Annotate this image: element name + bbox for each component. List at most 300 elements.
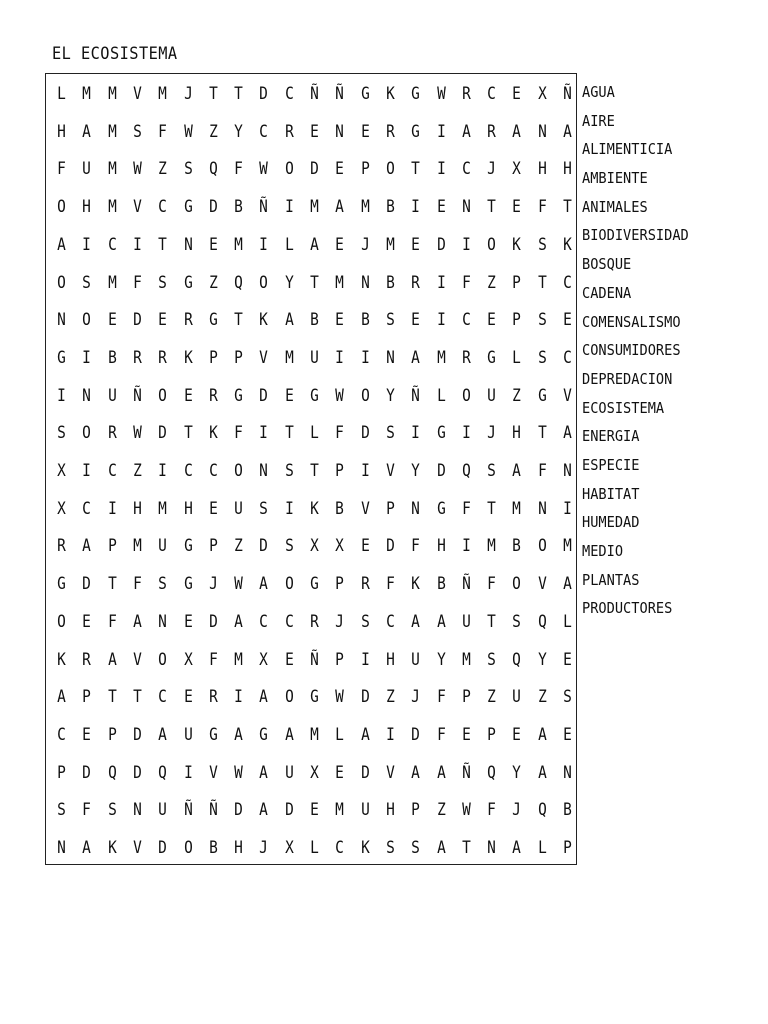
- grid-letter[interactable]: F: [411, 536, 421, 557]
- grid-letter[interactable]: K: [57, 649, 66, 670]
- grid-letter[interactable]: W: [133, 159, 142, 180]
- grid-letter[interactable]: Y: [411, 461, 421, 481]
- grid-letter[interactable]: J: [512, 800, 522, 821]
- grid-letter[interactable]: S: [487, 461, 496, 481]
- grid-letter[interactable]: P: [234, 347, 243, 368]
- grid-letter[interactable]: Ñ: [310, 649, 319, 670]
- grid-letter[interactable]: S: [537, 347, 547, 368]
- grid-letter[interactable]: E: [284, 385, 294, 406]
- grid-letter[interactable]: Z: [208, 272, 218, 293]
- grid-letter[interactable]: Ñ: [133, 385, 142, 406]
- grid-letter[interactable]: R: [310, 611, 319, 632]
- grid-letter[interactable]: Y: [234, 121, 243, 142]
- grid-letter[interactable]: S: [183, 159, 193, 180]
- grid-letter[interactable]: Q: [487, 762, 496, 783]
- grid-letter[interactable]: A: [436, 611, 446, 632]
- grid-letter[interactable]: I: [183, 762, 193, 783]
- grid-letter[interactable]: E: [512, 84, 522, 104]
- grid-letter[interactable]: A: [234, 611, 243, 632]
- grid-letter[interactable]: U: [107, 385, 117, 406]
- grid-letter[interactable]: O: [461, 385, 471, 406]
- grid-letter[interactable]: M: [107, 197, 117, 218]
- grid-letter[interactable]: R: [487, 121, 496, 142]
- grid-letter[interactable]: V: [133, 838, 142, 858]
- grid-letter[interactable]: U: [461, 611, 471, 632]
- grid-letter[interactable]: C: [284, 611, 294, 632]
- grid-letter[interactable]: Z: [208, 121, 218, 142]
- grid-letter[interactable]: A: [107, 649, 117, 670]
- grid-letter[interactable]: S: [487, 649, 496, 670]
- grid-letter[interactable]: O: [183, 838, 193, 858]
- grid-letter[interactable]: U: [310, 347, 319, 368]
- grid-letter[interactable]: R: [208, 687, 218, 708]
- grid-letter[interactable]: H: [512, 423, 522, 444]
- grid-letter[interactable]: K: [183, 347, 193, 368]
- grid-letter[interactable]: A: [411, 347, 421, 368]
- grid-letter[interactable]: E: [310, 121, 319, 142]
- grid-letter[interactable]: S: [57, 800, 66, 821]
- grid-letter[interactable]: L: [284, 234, 294, 255]
- grid-letter[interactable]: V: [563, 385, 572, 406]
- grid-letter[interactable]: E: [436, 197, 446, 218]
- grid-letter[interactable]: G: [183, 197, 193, 218]
- grid-letter[interactable]: W: [335, 385, 345, 406]
- grid-letter[interactable]: I: [360, 347, 370, 368]
- grid-letter[interactable]: I: [360, 649, 370, 670]
- grid-letter[interactable]: R: [411, 272, 421, 293]
- grid-letter[interactable]: V: [360, 498, 370, 519]
- grid-letter[interactable]: H: [386, 800, 395, 821]
- grid-letter[interactable]: O: [360, 385, 370, 406]
- grid-letter[interactable]: A: [411, 611, 421, 632]
- grid-letter[interactable]: G: [310, 687, 319, 708]
- grid-letter[interactable]: F: [234, 159, 243, 180]
- grid-letter[interactable]: K: [512, 234, 522, 255]
- grid-letter[interactable]: F: [208, 649, 218, 670]
- grid-letter[interactable]: Z: [436, 800, 446, 821]
- grid-letter[interactable]: X: [183, 649, 193, 670]
- grid-letter[interactable]: N: [335, 121, 345, 142]
- grid-letter[interactable]: D: [436, 461, 446, 481]
- grid-letter[interactable]: C: [107, 461, 117, 481]
- grid-letter[interactable]: A: [82, 121, 92, 142]
- grid-letter[interactable]: P: [411, 800, 421, 821]
- grid-letter[interactable]: H: [537, 159, 547, 180]
- grid-letter[interactable]: O: [82, 310, 92, 331]
- grid-letter[interactable]: A: [82, 838, 92, 858]
- grid-letter[interactable]: A: [259, 687, 269, 708]
- grid-letter[interactable]: H: [183, 498, 193, 519]
- grid-letter[interactable]: E: [335, 310, 345, 331]
- grid-letter[interactable]: P: [107, 536, 117, 557]
- grid-letter[interactable]: E: [512, 197, 522, 218]
- grid-letter[interactable]: G: [487, 347, 496, 368]
- grid-letter[interactable]: Q: [461, 461, 471, 481]
- grid-letter[interactable]: E: [360, 536, 370, 557]
- grid-letter[interactable]: S: [512, 611, 522, 632]
- grid-letter[interactable]: F: [461, 272, 471, 293]
- grid-letter[interactable]: A: [234, 724, 243, 745]
- grid-letter[interactable]: E: [284, 649, 294, 670]
- grid-letter[interactable]: D: [133, 762, 142, 783]
- grid-letter[interactable]: R: [183, 310, 193, 331]
- grid-letter[interactable]: W: [183, 121, 193, 142]
- grid-letter[interactable]: F: [487, 574, 496, 595]
- grid-letter[interactable]: E: [82, 724, 92, 745]
- grid-letter[interactable]: G: [411, 84, 421, 104]
- grid-letter[interactable]: M: [335, 800, 345, 821]
- grid-letter[interactable]: Ñ: [461, 762, 471, 783]
- grid-letter[interactable]: P: [487, 724, 496, 745]
- grid-letter[interactable]: U: [284, 762, 294, 783]
- grid-letter[interactable]: B: [335, 498, 345, 519]
- grid-letter[interactable]: O: [57, 272, 66, 293]
- grid-letter[interactable]: K: [386, 84, 395, 104]
- grid-letter[interactable]: M: [360, 197, 370, 218]
- grid-letter[interactable]: C: [563, 347, 572, 368]
- grid-letter[interactable]: O: [512, 574, 522, 595]
- grid-letter[interactable]: N: [259, 461, 269, 481]
- grid-letter[interactable]: E: [335, 762, 345, 783]
- grid-letter[interactable]: I: [82, 347, 92, 368]
- grid-letter[interactable]: P: [512, 310, 522, 331]
- grid-letter[interactable]: L: [310, 423, 319, 444]
- grid-letter[interactable]: E: [208, 498, 218, 519]
- grid-letter[interactable]: E: [183, 385, 193, 406]
- grid-letter[interactable]: E: [563, 724, 572, 745]
- grid-letter[interactable]: P: [208, 347, 218, 368]
- grid-letter[interactable]: X: [310, 762, 319, 783]
- grid-letter[interactable]: M: [107, 272, 117, 293]
- grid-letter[interactable]: G: [208, 310, 218, 331]
- grid-letter[interactable]: F: [133, 574, 142, 595]
- grid-letter[interactable]: M: [436, 347, 446, 368]
- grid-letter[interactable]: G: [234, 385, 243, 406]
- grid-letter[interactable]: D: [208, 197, 218, 218]
- grid-letter[interactable]: R: [461, 347, 471, 368]
- grid-letter[interactable]: S: [386, 423, 395, 444]
- grid-letter[interactable]: G: [537, 385, 547, 406]
- grid-letter[interactable]: S: [386, 838, 395, 858]
- grid-letter[interactable]: E: [487, 310, 496, 331]
- grid-letter[interactable]: G: [436, 423, 446, 444]
- grid-letter[interactable]: H: [386, 649, 395, 670]
- grid-letter[interactable]: J: [487, 159, 496, 180]
- grid-letter[interactable]: X: [57, 498, 66, 519]
- grid-letter[interactable]: H: [57, 121, 66, 142]
- grid-letter[interactable]: R: [133, 347, 142, 368]
- grid-letter[interactable]: D: [208, 611, 218, 632]
- grid-letter[interactable]: R: [82, 649, 92, 670]
- grid-letter[interactable]: K: [310, 498, 319, 519]
- grid-letter[interactable]: M: [310, 724, 319, 745]
- grid-letter[interactable]: H: [133, 498, 142, 519]
- grid-letter[interactable]: E: [411, 310, 421, 331]
- grid-letter[interactable]: P: [335, 461, 345, 481]
- grid-letter[interactable]: R: [461, 84, 471, 104]
- grid-letter[interactable]: F: [335, 423, 345, 444]
- grid-letter[interactable]: F: [537, 461, 547, 481]
- grid-letter[interactable]: T: [487, 611, 496, 632]
- grid-letter[interactable]: L: [512, 347, 522, 368]
- grid-letter[interactable]: D: [360, 423, 370, 444]
- grid-letter[interactable]: D: [360, 687, 370, 708]
- grid-letter[interactable]: P: [386, 498, 395, 519]
- grid-letter[interactable]: J: [411, 687, 421, 708]
- grid-letter[interactable]: N: [133, 800, 142, 821]
- grid-letter[interactable]: L: [537, 838, 547, 858]
- grid-letter[interactable]: Z: [512, 385, 522, 406]
- grid-letter[interactable]: D: [158, 423, 168, 444]
- grid-letter[interactable]: M: [158, 498, 168, 519]
- grid-letter[interactable]: D: [234, 800, 243, 821]
- grid-letter[interactable]: T: [284, 423, 294, 444]
- grid-letter[interactable]: Ñ: [310, 84, 319, 104]
- grid-letter[interactable]: S: [158, 272, 168, 293]
- grid-letter[interactable]: N: [461, 197, 471, 218]
- grid-letter[interactable]: U: [411, 649, 421, 670]
- grid-letter[interactable]: E: [411, 234, 421, 255]
- grid-letter[interactable]: T: [310, 272, 319, 293]
- grid-letter[interactable]: F: [57, 159, 66, 180]
- grid-letter[interactable]: C: [386, 611, 395, 632]
- grid-letter[interactable]: A: [259, 574, 269, 595]
- grid-letter[interactable]: F: [107, 611, 117, 632]
- grid-letter[interactable]: C: [57, 724, 66, 745]
- grid-letter[interactable]: N: [537, 498, 547, 519]
- grid-letter[interactable]: B: [310, 310, 319, 331]
- grid-letter[interactable]: Z: [133, 461, 142, 481]
- grid-letter[interactable]: Ñ: [411, 385, 421, 406]
- grid-letter[interactable]: F: [158, 121, 168, 142]
- grid-letter[interactable]: Q: [208, 159, 218, 180]
- grid-letter[interactable]: U: [158, 800, 168, 821]
- grid-letter[interactable]: E: [563, 310, 572, 331]
- grid-letter[interactable]: F: [537, 197, 547, 218]
- grid-letter[interactable]: G: [183, 272, 193, 293]
- grid-letter[interactable]: N: [183, 234, 193, 255]
- grid-letter[interactable]: B: [386, 272, 395, 293]
- grid-letter[interactable]: Y: [537, 649, 547, 670]
- grid-letter[interactable]: D: [259, 536, 269, 557]
- grid-letter[interactable]: W: [436, 84, 446, 104]
- grid-letter[interactable]: G: [57, 574, 66, 595]
- grid-letter[interactable]: V: [386, 461, 395, 481]
- grid-letter[interactable]: O: [158, 385, 168, 406]
- grid-letter[interactable]: F: [436, 724, 446, 745]
- grid-letter[interactable]: R: [386, 121, 395, 142]
- grid-letter[interactable]: A: [512, 121, 522, 142]
- grid-letter[interactable]: E: [335, 234, 345, 255]
- grid-letter[interactable]: T: [537, 272, 547, 293]
- grid-letter[interactable]: W: [133, 423, 142, 444]
- grid-letter[interactable]: U: [487, 385, 496, 406]
- grid-letter[interactable]: Q: [537, 800, 547, 821]
- grid-letter[interactable]: D: [436, 234, 446, 255]
- grid-letter[interactable]: S: [386, 310, 395, 331]
- grid-letter[interactable]: M: [133, 536, 142, 557]
- grid-letter[interactable]: S: [411, 838, 421, 858]
- grid-letter[interactable]: I: [360, 461, 370, 481]
- grid-letter[interactable]: D: [259, 84, 269, 104]
- grid-letter[interactable]: G: [183, 574, 193, 595]
- grid-letter[interactable]: X: [57, 461, 66, 481]
- grid-letter[interactable]: A: [284, 310, 294, 331]
- grid-letter[interactable]: K: [563, 234, 572, 255]
- grid-letter[interactable]: A: [537, 762, 547, 783]
- grid-letter[interactable]: E: [183, 611, 193, 632]
- grid-letter[interactable]: A: [133, 611, 142, 632]
- grid-letter[interactable]: O: [284, 159, 294, 180]
- grid-letter[interactable]: E: [563, 649, 572, 670]
- grid-letter[interactable]: I: [158, 461, 168, 481]
- grid-letter[interactable]: N: [57, 310, 66, 331]
- grid-letter[interactable]: P: [335, 649, 345, 670]
- grid-letter[interactable]: V: [133, 649, 142, 670]
- grid-letter[interactable]: A: [284, 724, 294, 745]
- grid-letter[interactable]: F: [386, 574, 395, 595]
- grid-letter[interactable]: Q: [234, 272, 243, 293]
- grid-letter[interactable]: S: [360, 611, 370, 632]
- grid-letter[interactable]: C: [563, 272, 572, 293]
- grid-letter[interactable]: T: [158, 234, 168, 255]
- grid-letter[interactable]: A: [563, 574, 572, 595]
- grid-letter[interactable]: P: [82, 687, 92, 708]
- grid-letter[interactable]: S: [57, 423, 66, 444]
- grid-letter[interactable]: S: [284, 461, 294, 481]
- grid-letter[interactable]: V: [208, 762, 218, 783]
- grid-letter[interactable]: G: [259, 724, 269, 745]
- grid-letter[interactable]: L: [563, 611, 572, 632]
- grid-letter[interactable]: X: [537, 84, 547, 104]
- grid-letter[interactable]: A: [563, 423, 572, 444]
- grid-letter[interactable]: A: [310, 234, 319, 255]
- grid-letter[interactable]: Ñ: [208, 800, 218, 821]
- grid-letter[interactable]: N: [563, 461, 572, 481]
- grid-letter[interactable]: S: [259, 498, 269, 519]
- grid-letter[interactable]: A: [512, 838, 522, 858]
- grid-letter[interactable]: D: [133, 724, 142, 745]
- grid-letter[interactable]: T: [563, 197, 572, 218]
- grid-letter[interactable]: A: [436, 762, 446, 783]
- grid-letter[interactable]: G: [208, 724, 218, 745]
- grid-letter[interactable]: F: [461, 498, 471, 519]
- grid-letter[interactable]: S: [563, 687, 572, 708]
- grid-letter[interactable]: F: [133, 272, 142, 293]
- grid-letter[interactable]: T: [107, 687, 117, 708]
- grid-letter[interactable]: N: [158, 611, 168, 632]
- grid-letter[interactable]: X: [284, 838, 294, 858]
- grid-letter[interactable]: Y: [436, 649, 446, 670]
- grid-letter[interactable]: D: [82, 762, 92, 783]
- grid-letter[interactable]: Ñ: [259, 197, 269, 218]
- grid-letter[interactable]: J: [208, 574, 218, 595]
- grid-letter[interactable]: Z: [386, 687, 395, 708]
- grid-letter[interactable]: Z: [487, 687, 496, 708]
- grid-letter[interactable]: D: [158, 838, 168, 858]
- grid-letter[interactable]: U: [183, 724, 193, 745]
- grid-letter[interactable]: T: [208, 84, 218, 104]
- grid-letter[interactable]: M: [512, 498, 522, 519]
- grid-letter[interactable]: G: [411, 121, 421, 142]
- grid-letter[interactable]: A: [259, 762, 269, 783]
- grid-letter[interactable]: P: [57, 762, 66, 783]
- grid-letter[interactable]: K: [208, 423, 218, 444]
- grid-letter[interactable]: D: [360, 762, 370, 783]
- grid-letter[interactable]: Y: [512, 762, 522, 783]
- grid-letter[interactable]: I: [461, 423, 471, 444]
- grid-letter[interactable]: T: [107, 574, 117, 595]
- grid-letter[interactable]: D: [310, 159, 319, 180]
- grid-letter[interactable]: O: [57, 611, 66, 632]
- grid-letter[interactable]: E: [208, 234, 218, 255]
- grid-letter[interactable]: D: [386, 536, 395, 557]
- grid-letter[interactable]: N: [563, 762, 572, 783]
- grid-letter[interactable]: J: [487, 423, 496, 444]
- grid-letter[interactable]: Z: [158, 159, 168, 180]
- grid-letter[interactable]: I: [284, 498, 294, 519]
- grid-letter[interactable]: B: [360, 310, 370, 331]
- grid-letter[interactable]: M: [487, 536, 496, 557]
- grid-letter[interactable]: R: [158, 347, 168, 368]
- grid-letter[interactable]: E: [310, 800, 319, 821]
- grid-letter[interactable]: Ñ: [335, 84, 345, 104]
- grid-letter[interactable]: Y: [284, 272, 294, 293]
- grid-letter[interactable]: B: [107, 347, 117, 368]
- grid-letter[interactable]: M: [563, 536, 572, 557]
- grid-letter[interactable]: O: [386, 159, 395, 180]
- grid-letter[interactable]: M: [335, 272, 345, 293]
- grid-letter[interactable]: V: [133, 84, 142, 104]
- grid-letter[interactable]: T: [183, 423, 193, 444]
- grid-letter[interactable]: S: [107, 800, 117, 821]
- grid-letter[interactable]: V: [386, 762, 395, 783]
- grid-letter[interactable]: S: [133, 121, 142, 142]
- grid-letter[interactable]: I: [411, 423, 421, 444]
- grid-letter[interactable]: L: [436, 385, 446, 406]
- grid-letter[interactable]: B: [436, 574, 446, 595]
- grid-letter[interactable]: M: [386, 234, 395, 255]
- grid-letter[interactable]: F: [487, 800, 496, 821]
- grid-letter[interactable]: N: [386, 347, 395, 368]
- grid-letter[interactable]: W: [259, 159, 269, 180]
- grid-letter[interactable]: J: [183, 84, 193, 104]
- grid-letter[interactable]: B: [234, 197, 243, 218]
- grid-letter[interactable]: N: [411, 498, 421, 519]
- grid-letter[interactable]: P: [208, 536, 218, 557]
- grid-letter[interactable]: E: [360, 121, 370, 142]
- grid-letter[interactable]: F: [234, 423, 243, 444]
- grid-letter[interactable]: T: [487, 498, 496, 519]
- grid-letter[interactable]: R: [360, 574, 370, 595]
- grid-letter[interactable]: Q: [158, 762, 168, 783]
- grid-letter[interactable]: T: [234, 84, 243, 104]
- grid-letter[interactable]: T: [310, 461, 319, 481]
- grid-letter[interactable]: C: [107, 234, 117, 255]
- grid-letter[interactable]: Ñ: [461, 574, 471, 595]
- grid-letter[interactable]: L: [310, 838, 319, 858]
- grid-letter[interactable]: A: [57, 234, 66, 255]
- grid-letter[interactable]: A: [259, 800, 269, 821]
- grid-letter[interactable]: M: [82, 84, 92, 104]
- grid-letter[interactable]: G: [183, 536, 193, 557]
- grid-letter[interactable]: B: [563, 800, 572, 821]
- grid-letter[interactable]: A: [512, 461, 522, 481]
- grid-letter[interactable]: P: [360, 159, 370, 180]
- grid-letter[interactable]: I: [107, 498, 117, 519]
- grid-letter[interactable]: R: [57, 536, 66, 557]
- grid-letter[interactable]: A: [563, 121, 572, 142]
